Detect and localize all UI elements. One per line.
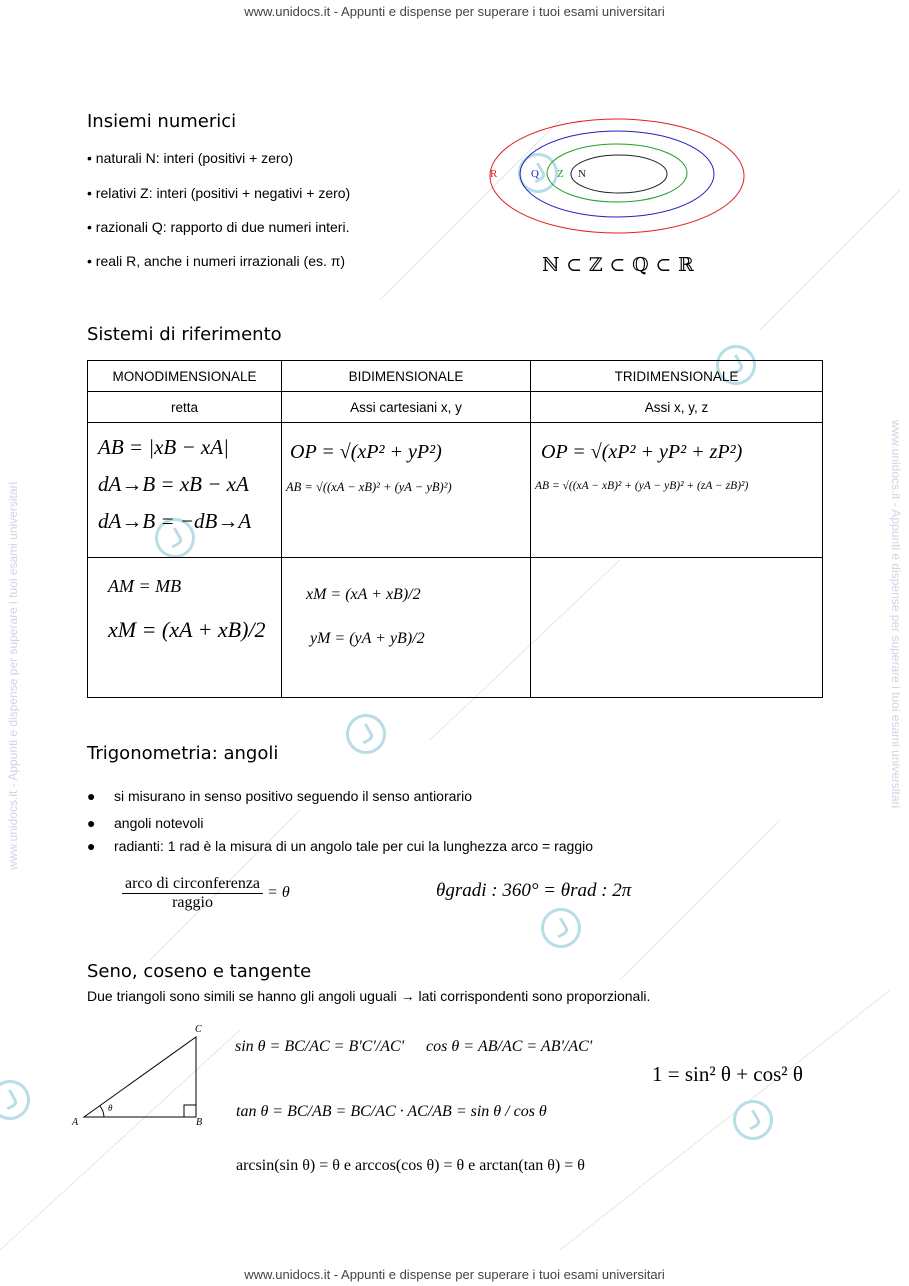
header-bi: BIDIMENSIONALE — [282, 361, 531, 392]
seno-title: Seno, coseno e tangente — [87, 961, 312, 982]
left-side-watermark: www.unidocs.it - Appunti e dispense per superare i tuoi esami universitari — [6, 481, 20, 870]
formula-mono-abs: AB = |xB − xA| — [98, 435, 229, 459]
insiemi-title: Insiemi numerici — [87, 111, 237, 132]
set-label-n: N — [578, 168, 586, 180]
formula-tri-ab: AB = √((xA − xB)² + (yA − yB)² + (zA − zB)²) — [535, 480, 749, 492]
insiemi-bullet: • reali R, anche i numeri irrazionali (es. π) — [87, 253, 346, 269]
header-mono: MONODIMENSIONALE — [88, 361, 282, 392]
set-label-r: R — [490, 168, 498, 180]
sistemi-title: Sistemi di riferimento — [87, 324, 282, 345]
formula-bi-ab: AB = √((xA − xB)² + (yA − yB)²) — [286, 480, 452, 494]
cell-mono-midpoint — [88, 558, 282, 698]
tangent-formula: tan θ = BC/AB = BC/AC · AC/AB = sin θ / cos θ — [236, 1103, 547, 1120]
vertex-label-b: B — [196, 1117, 203, 1128]
trig-title: Trigonometria: angoli — [87, 743, 279, 764]
formula-bi-ym: yM = (yA + yB)/2 — [310, 630, 425, 647]
right-triangle-diagram — [66, 1018, 216, 1134]
pythagorean-identity: 1 = sin² θ + cos² θ — [652, 1062, 803, 1086]
cosine-formula: cos θ = AB/AC = AB'/AC' — [426, 1038, 593, 1055]
radian-frac-den: raggio — [172, 893, 213, 911]
header-watermark: www.unidocs.it - Appunti e dispense per superare i tuoi esami universitari — [244, 4, 665, 19]
trig-bullet: ● angoli notevoli — [87, 815, 204, 831]
sets-diagram — [484, 116, 754, 246]
subheader-bi: Assi cartesiani x, y — [282, 392, 531, 423]
insiemi-bullet: • razionali Q: rapporto di due numeri interi. — [87, 219, 350, 235]
trig-bullet: ● si misurano in senso positivo seguendo il senso antiorario — [87, 788, 472, 804]
trig-bullet: ● radianti: 1 rad è la misura di un angolo tale per cui la lunghezza arco = raggio — [87, 838, 594, 854]
set-label-z: Z — [557, 168, 564, 180]
subheader-tri: Assi x, y, z — [531, 392, 823, 423]
formula-mono-xm: xM = (xA + xB)/2 — [108, 617, 266, 642]
right-side-watermark: www.unidocs.it - Appunti e dispense per superare i tuoi esami universitari — [889, 420, 903, 809]
cell-tri-midpoint — [531, 558, 823, 698]
formula-mono-dist: dA→B = xB − xA — [98, 472, 249, 496]
cell-mono-distance — [88, 423, 282, 558]
cell-bi-midpoint — [282, 558, 531, 698]
set-label-q: Q — [531, 168, 539, 180]
angle-label-theta: θ — [108, 1103, 113, 1113]
formula-bi-op: OP = √(xP² + yP²) — [290, 441, 442, 463]
inclusion-formula: ℕ ⊂ ℤ ⊂ ℚ ⊂ ℝ — [542, 255, 695, 276]
inverse-functions: arcsin(sin θ) = θ e arccos(cos θ) = θ e arctan(tan θ) = θ — [236, 1157, 585, 1174]
formula-bi-xm: xM = (xA + xB)/2 — [306, 586, 421, 603]
vertex-label-c: C — [195, 1024, 202, 1035]
formula-tri-op: OP = √(xP² + yP² + zP²) — [541, 441, 743, 463]
similarity-intro: Due triangoli sono simili se hanno gli angoli uguali → lati corrispondenti sono proporzionali. — [87, 988, 651, 1004]
insiemi-bullet: • relativi Z: interi (positivi + negativi + zero) — [87, 185, 351, 201]
sine-formula: sin θ = BC/AC = B'C'/AC' — [235, 1038, 405, 1055]
header-tri: TRIDIMENSIONALE — [531, 361, 823, 392]
radian-frac-num: arco di circonferenza — [122, 875, 263, 894]
formula-mono-midseg: AM = MB — [108, 576, 182, 596]
footer-watermark: www.unidocs.it - Appunti e dispense per superare i tuoi esami universitari — [244, 1267, 665, 1282]
reference-systems-table — [87, 360, 823, 698]
insiemi-bullet: • naturali N: interi (positivi + zero) — [87, 150, 294, 166]
radian-definition-formula — [122, 875, 290, 911]
radian-frac-rhs: = θ — [267, 883, 290, 901]
degree-radian-proportion: θgradi : 360° = θrad : 2π — [436, 880, 632, 901]
cell-tri-distance — [531, 423, 823, 558]
vertex-label-a: A — [72, 1117, 79, 1128]
formula-mono-opposite: dA→B = −dB→A — [98, 509, 252, 533]
cell-bi-distance — [282, 423, 531, 558]
subheader-mono: retta — [88, 392, 282, 423]
